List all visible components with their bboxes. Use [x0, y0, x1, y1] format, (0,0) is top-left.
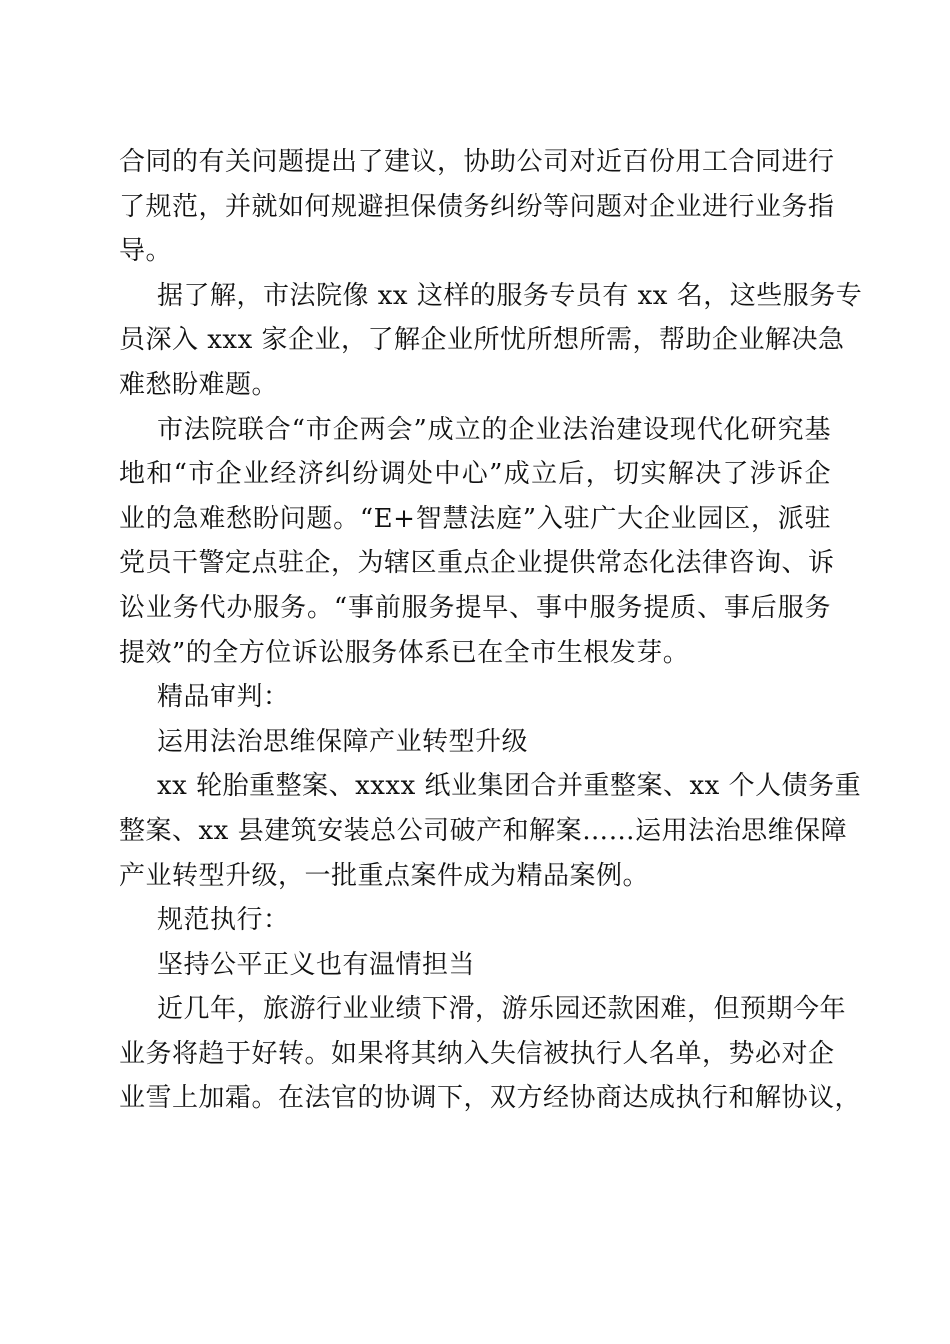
text-line: 整案、xx 县建筑安装总公司破产和解案……运用法治思维保障 [119, 815, 848, 846]
text-line: 提效”的全方位诉讼服务体系已在全市生根发芽。 [119, 637, 690, 668]
text-line: 地和“市企业经济纠纷调处中心”成立后，切实解决了涉诉企 [119, 459, 831, 490]
paragraph-p6 [119, 764, 862, 898]
text-line: 近几年，旅游行业业绩下滑，游乐园还款困难，但预期今年 [157, 994, 847, 1025]
text-line: 了规范，并就如何规避担保债务纠纷等问题对企业进行业务指 [119, 191, 835, 222]
paragraph-p7 [119, 898, 831, 943]
text-line: 业务将趋于好转。如果将其纳入失信被执行人名单，势必对企 [119, 1038, 835, 1069]
text-line: 规范执行： [157, 905, 290, 936]
text-line: 坚持公平正义也有温情担当 [157, 949, 476, 980]
paragraph-p5 [119, 720, 831, 765]
text-line: 业雪上加霜。在法官的协调下，双方经协商达成执行和解协议， [119, 1083, 862, 1114]
document-body [119, 140, 863, 1121]
paragraph-p4 [119, 675, 831, 720]
text-line: 运用法治思维保障产业转型升级 [157, 726, 529, 757]
text-line: 难愁盼难题。 [119, 369, 279, 400]
paragraph-p2 [119, 274, 863, 408]
text-line: 讼业务代办服务。“事前服务提早、事中服务提质、事后服务 [119, 592, 831, 623]
text-line: 业的急难愁盼问题。“E+智慧法庭”入驻广大企业园区，派驻 [119, 503, 831, 534]
paragraph-p8 [119, 943, 831, 988]
text-line: 市法院联合“市企两会”成立的企业法治建设现代化研究基 [157, 414, 831, 445]
text-line: 据了解，市法院像 xx 这样的服务专员有 xx 名，这些服务专 [157, 280, 863, 311]
text-line: 员深入 xxx 家企业，了解企业所忧所想所需，帮助企业解决急 [119, 325, 845, 356]
text-line: 精品审判： [157, 682, 290, 713]
text-line: 产业转型升级，一批重点案件成为精品案例。 [119, 860, 650, 891]
text-line: xx 轮胎重整案、xxxx 纸业集团合并重整案、xx 个人债务重 [157, 771, 862, 802]
text-line: 合同的有关问题提出了建议，协助公司对近百份用工合同进行 [119, 147, 835, 177]
paragraph-p1 [119, 140, 835, 274]
paragraph-p9 [119, 987, 862, 1121]
text-line: 党员干警定点驻企，为辖区重点企业提供常态化法律咨询、诉 [119, 548, 835, 579]
text-line: 导。 [119, 236, 173, 267]
paragraph-p3 [119, 408, 835, 676]
